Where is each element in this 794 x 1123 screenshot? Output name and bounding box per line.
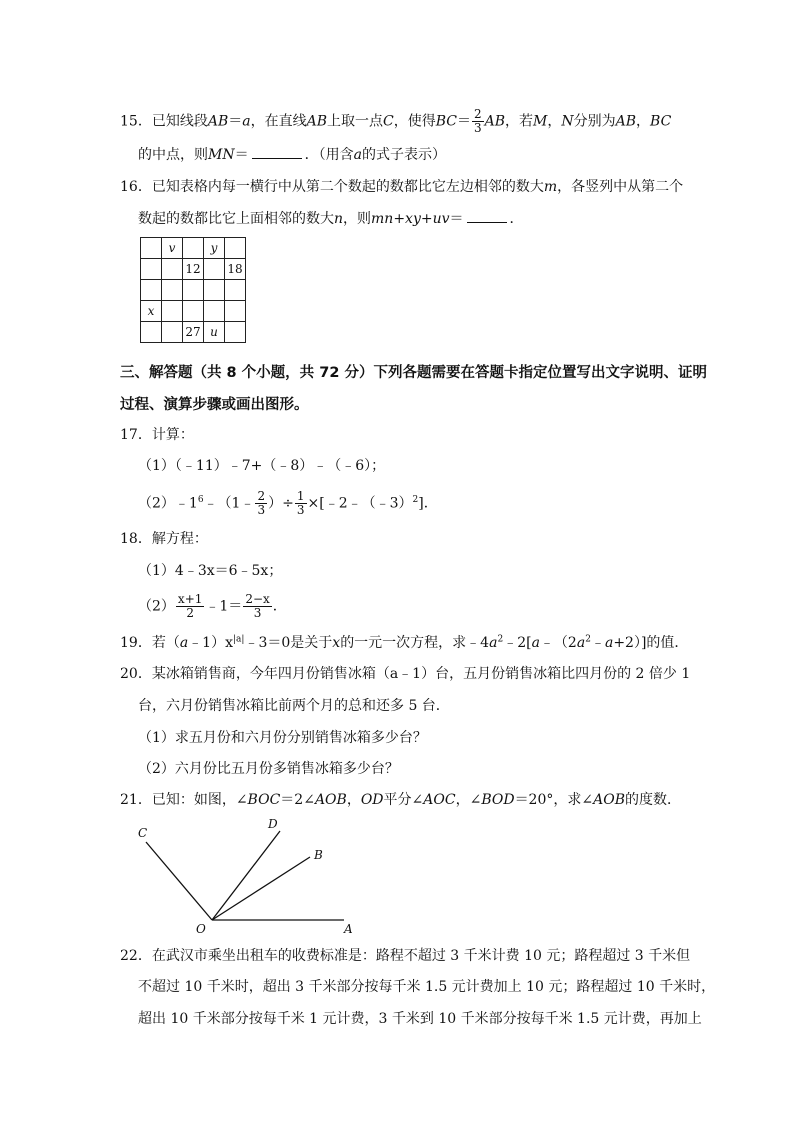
table-cell — [204, 301, 225, 322]
fraction — [255, 490, 267, 517]
denominator: 3 — [296, 503, 305, 517]
var: AB — [615, 113, 637, 130]
table-cell: y — [204, 238, 225, 259]
table-cell — [225, 322, 246, 343]
table-cell — [162, 301, 183, 322]
text: ，在直线 — [250, 113, 307, 130]
text: 的式子表示） — [361, 147, 446, 163]
denominator: 2 — [186, 606, 194, 620]
table-cell — [225, 280, 246, 301]
var: m — [543, 179, 558, 195]
q21-line — [120, 790, 681, 810]
var: x — [332, 635, 341, 651]
text: ﹣（2 — [539, 635, 577, 651]
table-cell — [183, 280, 204, 301]
exponent: 2 — [412, 494, 419, 505]
text: ﹣1＝ — [205, 598, 243, 615]
var: AB — [484, 113, 506, 130]
fraction — [295, 490, 307, 517]
numerator: 1 — [296, 489, 305, 503]
text: ，各竖列中从第二个 — [557, 179, 684, 195]
text: （2） — [138, 598, 175, 615]
table-cell — [225, 301, 246, 322]
table-cell — [204, 280, 225, 301]
text: 21．已知：如图，∠ — [120, 792, 248, 808]
numerator: 2−x — [245, 592, 270, 606]
text: 的中点，则 — [138, 147, 208, 163]
text: ， — [346, 792, 361, 808]
var: x — [225, 635, 234, 651]
number-grid-table — [140, 237, 246, 343]
section-heading-line1: 三、解答题（共 8 个小题，共 72 分）下列各题需要在答题卡指定位置写出文字说明、证明 — [120, 365, 707, 381]
text: ﹣2[ — [503, 635, 532, 651]
exponent: 2 — [585, 634, 591, 645]
text: 的一元一次方程，求﹣4 — [340, 635, 490, 651]
label-d: D — [268, 817, 278, 831]
var: a — [576, 635, 586, 651]
text: ＝ — [228, 113, 243, 130]
table-row — [141, 322, 246, 343]
q20-line1: 20．某冰箱销售商，今年四月份销售冰箱（a﹣1）台，五月份销售冰箱比四月份的 2 倍少 1 — [120, 666, 691, 682]
numerator: 2 — [473, 107, 482, 121]
table-cell — [141, 238, 162, 259]
table-cell: 12 — [183, 259, 204, 280]
q20-line2: 台，六月份销售冰箱比前两个月的总和还多 5 台． — [138, 698, 450, 714]
text: ． — [272, 598, 287, 615]
var: a — [242, 113, 251, 130]
q17-title: 17．计算： — [120, 427, 194, 443]
ray-od — [212, 831, 280, 920]
text: ，∠ — [455, 792, 482, 808]
text: 16．已知表格内每一横行中从第二个数起的数都比它左边相邻的数大 — [120, 179, 544, 195]
text: （2）﹣1 — [138, 495, 198, 512]
q15-line2 — [138, 144, 446, 165]
text: +2）]的值． — [613, 635, 689, 651]
q22-line3: 超出 10 千米部分按每千米 1 元计费，3 千米到 10 千米部分按每千米 1.5 元计费，再加上 — [138, 1011, 702, 1027]
table-cell — [162, 322, 183, 343]
table-cell — [141, 280, 162, 301]
denominator: 3 — [257, 503, 266, 517]
text: ， — [636, 113, 651, 130]
label-o: O — [196, 922, 206, 936]
var: BC — [650, 113, 672, 130]
answer-blank[interactable] — [467, 208, 507, 223]
var: C — [383, 113, 394, 130]
exponent: |a| — [233, 634, 245, 645]
table-cell: u — [204, 322, 225, 343]
text: ＝2∠ — [280, 792, 315, 808]
table-cell — [141, 259, 162, 280]
var: AOB — [593, 792, 625, 808]
var: mn+xy+uv — [371, 211, 450, 227]
table-cell — [204, 259, 225, 280]
exponent: 6 — [197, 494, 204, 505]
text: ，使得 — [393, 113, 436, 130]
text: ，若 — [505, 113, 534, 130]
numerator: x+1 — [177, 592, 203, 606]
text: 15．已知线段 — [120, 113, 208, 130]
table-cell: 18 — [225, 259, 246, 280]
table-cell — [183, 238, 204, 259]
text: ﹣1） — [188, 635, 226, 651]
label-a: A — [344, 922, 353, 936]
text: ]． — [418, 495, 438, 512]
q18-title: 18．解方程： — [120, 531, 208, 547]
text: ，则 — [343, 211, 372, 227]
text: 分别为 — [573, 113, 616, 130]
q17-part2 — [138, 490, 438, 517]
q22-line1: 22．在武汉市乘坐出租车的收费标准是：路程不超过 3 千米计费 10 元；路程超过 3 千米但 — [120, 948, 691, 964]
fraction — [243, 593, 271, 620]
table-cell — [183, 301, 204, 322]
table-cell — [162, 280, 183, 301]
ray-oc — [146, 842, 212, 920]
var: BOD — [481, 792, 515, 808]
text: 19．若（ — [120, 635, 180, 651]
q16-line1 — [120, 177, 683, 197]
fraction — [176, 593, 204, 620]
table-row — [141, 280, 246, 301]
exponent: 2 — [497, 634, 504, 645]
denominator: 3 — [253, 606, 262, 620]
var: AB — [306, 113, 327, 130]
text: ． — [509, 211, 524, 227]
q18-part1: （1）4﹣3x＝6﹣5x； — [138, 563, 283, 579]
label-b: B — [314, 848, 323, 862]
text: ﹣（1﹣ — [203, 495, 255, 512]
var: a — [604, 635, 614, 651]
var: BC — [435, 113, 457, 130]
var: BOC — [247, 792, 281, 808]
text: ﹣3＝0是关于 — [244, 635, 333, 651]
label-c: C — [138, 826, 148, 840]
angle-figure — [130, 815, 370, 940]
text: ．（用含 — [304, 147, 354, 163]
text: 上取一点 — [327, 113, 383, 130]
q16-line2 — [138, 208, 524, 229]
var: M — [533, 113, 548, 130]
var: n — [334, 211, 344, 227]
q19-line — [120, 633, 688, 653]
text: ， — [547, 113, 562, 130]
text: ＝ — [456, 113, 471, 130]
text: ﹣ — [590, 635, 605, 651]
numerator: 2 — [257, 489, 266, 503]
text: 平分∠ — [383, 792, 424, 808]
text: ＝ — [449, 211, 464, 227]
var: AOB — [314, 792, 347, 808]
table-row — [141, 301, 246, 322]
table-row — [141, 259, 246, 280]
section-heading-line2: 过程、演算步骤或画出图形。 — [120, 397, 309, 413]
var: a — [353, 147, 362, 163]
table-cell — [225, 238, 246, 259]
var: a — [531, 635, 540, 651]
var: a — [179, 635, 189, 651]
var: MN — [208, 147, 235, 163]
q20-part2: （2）六月份比五月份多销售冰箱多少台？ — [138, 761, 399, 777]
table-cell: x — [141, 301, 162, 322]
q22-line2: 不超过 10 千米时，超出 3 千米部分按每千米 1.5 元计费加上 10 元；路程超过 10 千米时， — [138, 979, 716, 995]
var: AB — [207, 113, 229, 130]
denominator: 3 — [473, 121, 482, 135]
table-cell: v — [162, 238, 183, 259]
table-cell — [162, 259, 183, 280]
q17-part1: （1）（﹣11）﹣7+（﹣8）﹣（﹣6）； — [138, 458, 386, 474]
var: a — [489, 635, 498, 651]
var: N — [561, 113, 574, 130]
fraction — [472, 108, 484, 135]
var: OD — [360, 792, 384, 808]
text: ＝ — [234, 147, 249, 163]
q18-part2 — [138, 593, 287, 620]
text: 的度数． — [625, 792, 681, 808]
text: ×[﹣2﹣（﹣3） — [307, 495, 413, 512]
ray-ob — [212, 857, 310, 920]
text: 数起的数都比它上面相邻的数大 — [138, 211, 334, 227]
var: AOC — [423, 792, 456, 808]
table-cell: 27 — [183, 322, 204, 343]
table-cell — [141, 322, 162, 343]
text: ＝20°，求∠ — [514, 792, 594, 808]
answer-blank[interactable] — [252, 144, 302, 159]
text: ）÷ — [268, 495, 294, 512]
q15-line1 — [120, 108, 671, 135]
table-row — [141, 238, 246, 259]
q20-part1: （1）求五月份和六月份分别销售冰箱多少台？ — [138, 730, 427, 746]
